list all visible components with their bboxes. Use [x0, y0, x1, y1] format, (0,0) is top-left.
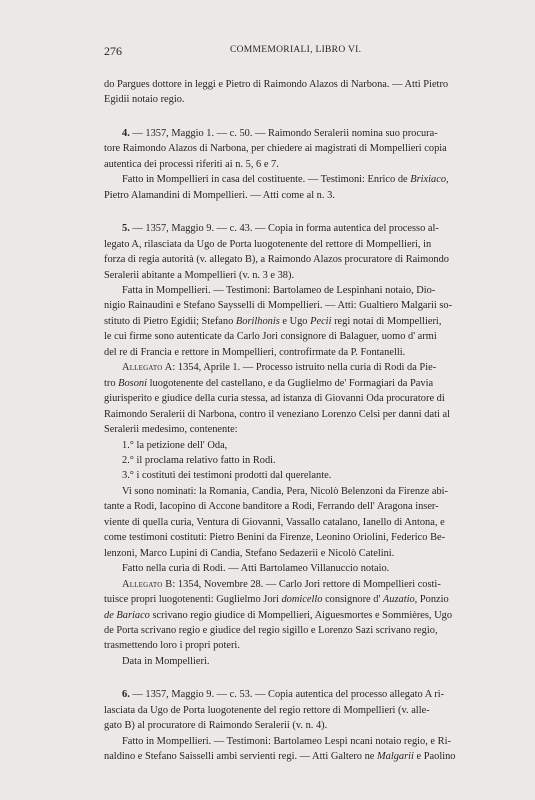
text-line: trasmettendo loro i propri poteri.	[104, 640, 240, 652]
text-line: come testimoni costituti: Pietro Benini da Firenze, Leonino Oriolini, Federico Be-	[104, 532, 446, 544]
text-line: stituto di Pietro Egidii; Stefano Borilhonis e Ugo Pecii regi notai di Mompellieri,	[104, 315, 442, 327]
entry-6-heading: 6. — 1357, Maggio 9. — c. 53. — Copia autentica del processo allegato A ri-	[122, 689, 445, 701]
text-line: del re di Francia e rettore in Mompellieri, controfirmate da P. Fontanelli.	[104, 346, 406, 358]
text-line: Fatto nella curia di Rodi. — Atti Bartolameo Villanuccio notaio.	[122, 563, 390, 575]
text-line: tore Raimondo Alazos di Narbona, per chiedere ai magistrati di Mompellieri copia	[104, 143, 447, 155]
allegato-a-heading: Allegato A: 1354, Aprile 1. — Processo istruito nella curia di Rodi da Pie-	[122, 362, 437, 374]
text-line: lenzoni, Marco Lupini di Candia, Stefano Sedazerii e Nicolò Catelini.	[104, 547, 395, 559]
allegato-b-heading: Allegato B: 1354, Novembre 28. — Carlo Jori rettore di Mompellieri costi-	[122, 578, 441, 590]
text-line: autentica dei processi riferiti ai n. 5, 6 e 7.	[104, 158, 279, 170]
text-line: Seralerii abitante a Mompellieri (v. n. 3 e 38).	[104, 269, 295, 281]
text-line: forza di regia autorità (v. allegato B), a Raimondo Alazos procuratore di Raimondo	[104, 254, 449, 266]
text-line: tante a Rodi, Iacopino di Accone banditore a Rodi, Ferrando dell' Aragona inser-	[104, 501, 439, 513]
text-line: Egidii notaio regio.	[104, 94, 185, 106]
page-number: 276	[104, 44, 122, 58]
page-body	[104, 77, 480, 765]
page-header	[104, 44, 479, 58]
entry-number: 5.	[122, 223, 130, 235]
list-item: 1.° la petizione dell' Oda,	[122, 439, 228, 451]
text-line: de Bariaco scrivano regio giudice di Mompellieri, Aiguesmortes e Sommières, Ugo	[104, 609, 453, 621]
text-line: Pietro Alamandini di Mompellieri. — Atti come al n. 3.	[104, 189, 335, 201]
text-line: de Porta scrivano regio e giudice del regio sigillo e Lorenzo Sazi scrivano regio,	[104, 624, 438, 636]
text-line: naldino e Stefano Saisselli ambi servienti regi. — Atti Galtero ne Malgarii e Paolino	[104, 751, 456, 763]
running-title: COMMEMORIALI, LIBRO VI.	[230, 45, 362, 55]
text-line: nigio Rainaudini e Stefano Saysselli di Mompellieri. — Atti: Gualtiero Malgarii so-	[104, 300, 453, 312]
text-line: tro Bosoni luogotenente del castellano, e da Guglielmo de' Formagiari da Pavia	[104, 377, 434, 389]
text-line: gato B) al procuratore di Raimondo Seralerii (v. n. 4).	[104, 720, 328, 732]
text-line: viente di quella curia, Ventura di Giovanni, Vassallo catalano, Ianello di Antona, e	[104, 516, 445, 528]
text-line: le cui firme sono autenticate da Carlo Jori consignore di Balaguer, uomo d' armi	[104, 331, 437, 343]
entry-5-heading: 5. — 1357, Maggio 9. — c. 43. — Copia in forma autentica del processo al-	[122, 223, 439, 235]
text-line: legato A, rilasciata da Ugo de Porta luogotenente del rettore di Mompellieri, in	[104, 238, 432, 250]
list-item: 3.° i costituti dei testimoni prodotti dal querelante.	[122, 470, 332, 482]
list-item: 2.° il proclama relativo fatto in Rodi.	[122, 454, 276, 466]
text-line: Fatta in Mompellieri. — Testimoni: Bartolameo de Lespinhani notaio, Dio-	[122, 284, 436, 296]
text-line: Fatto in Mompellieri. — Testimoni: Bartolameo Lespi ncani notaio regio, e Ri-	[122, 735, 451, 747]
entry-number: 4.	[122, 127, 130, 139]
text-line: giurisperito e giudice della curia stessa, ad istanza di Giovanni Oda procuratore di	[104, 393, 445, 405]
text-line: tuisce propri luogotenenti: Guglielmo Jori domicello consignore d' Auzatio, Ponzio	[104, 594, 449, 606]
text-line: Raimondo Seralerii di Narbona, contro il veneziano Lorenzo Celsi per danni dati al	[104, 408, 450, 420]
text-line: Vi sono nominati: la Romania, Candia, Pera, Nicolò Belenzoni da Firenze abi-	[122, 485, 449, 497]
text-line: do Pargues dottore in leggi e Pietro di Raimondo Alazos di Narbona. — Atti Pietro	[104, 79, 449, 90]
allegato-label: Allegato B	[122, 578, 173, 590]
allegato-label: Allegato A	[122, 362, 173, 374]
entry-4-heading: 4. — 1357, Maggio 1. — c. 50. — Raimondo Seralerii nomina suo procura-	[122, 127, 438, 139]
text-line: Fatto in Mompellieri in casa del costituente. — Testimoni: Enrico de Brixiaco,	[122, 174, 449, 186]
text-line: lasciata da Ugo de Porta luogotenente del regio rettore di Mompellieri (v. alle-	[104, 704, 430, 716]
text-line: Data in Mompellieri.	[122, 655, 210, 667]
entry-number: 6.	[122, 689, 130, 701]
text-line: Seralerii medesimo, contenente:	[104, 424, 238, 436]
